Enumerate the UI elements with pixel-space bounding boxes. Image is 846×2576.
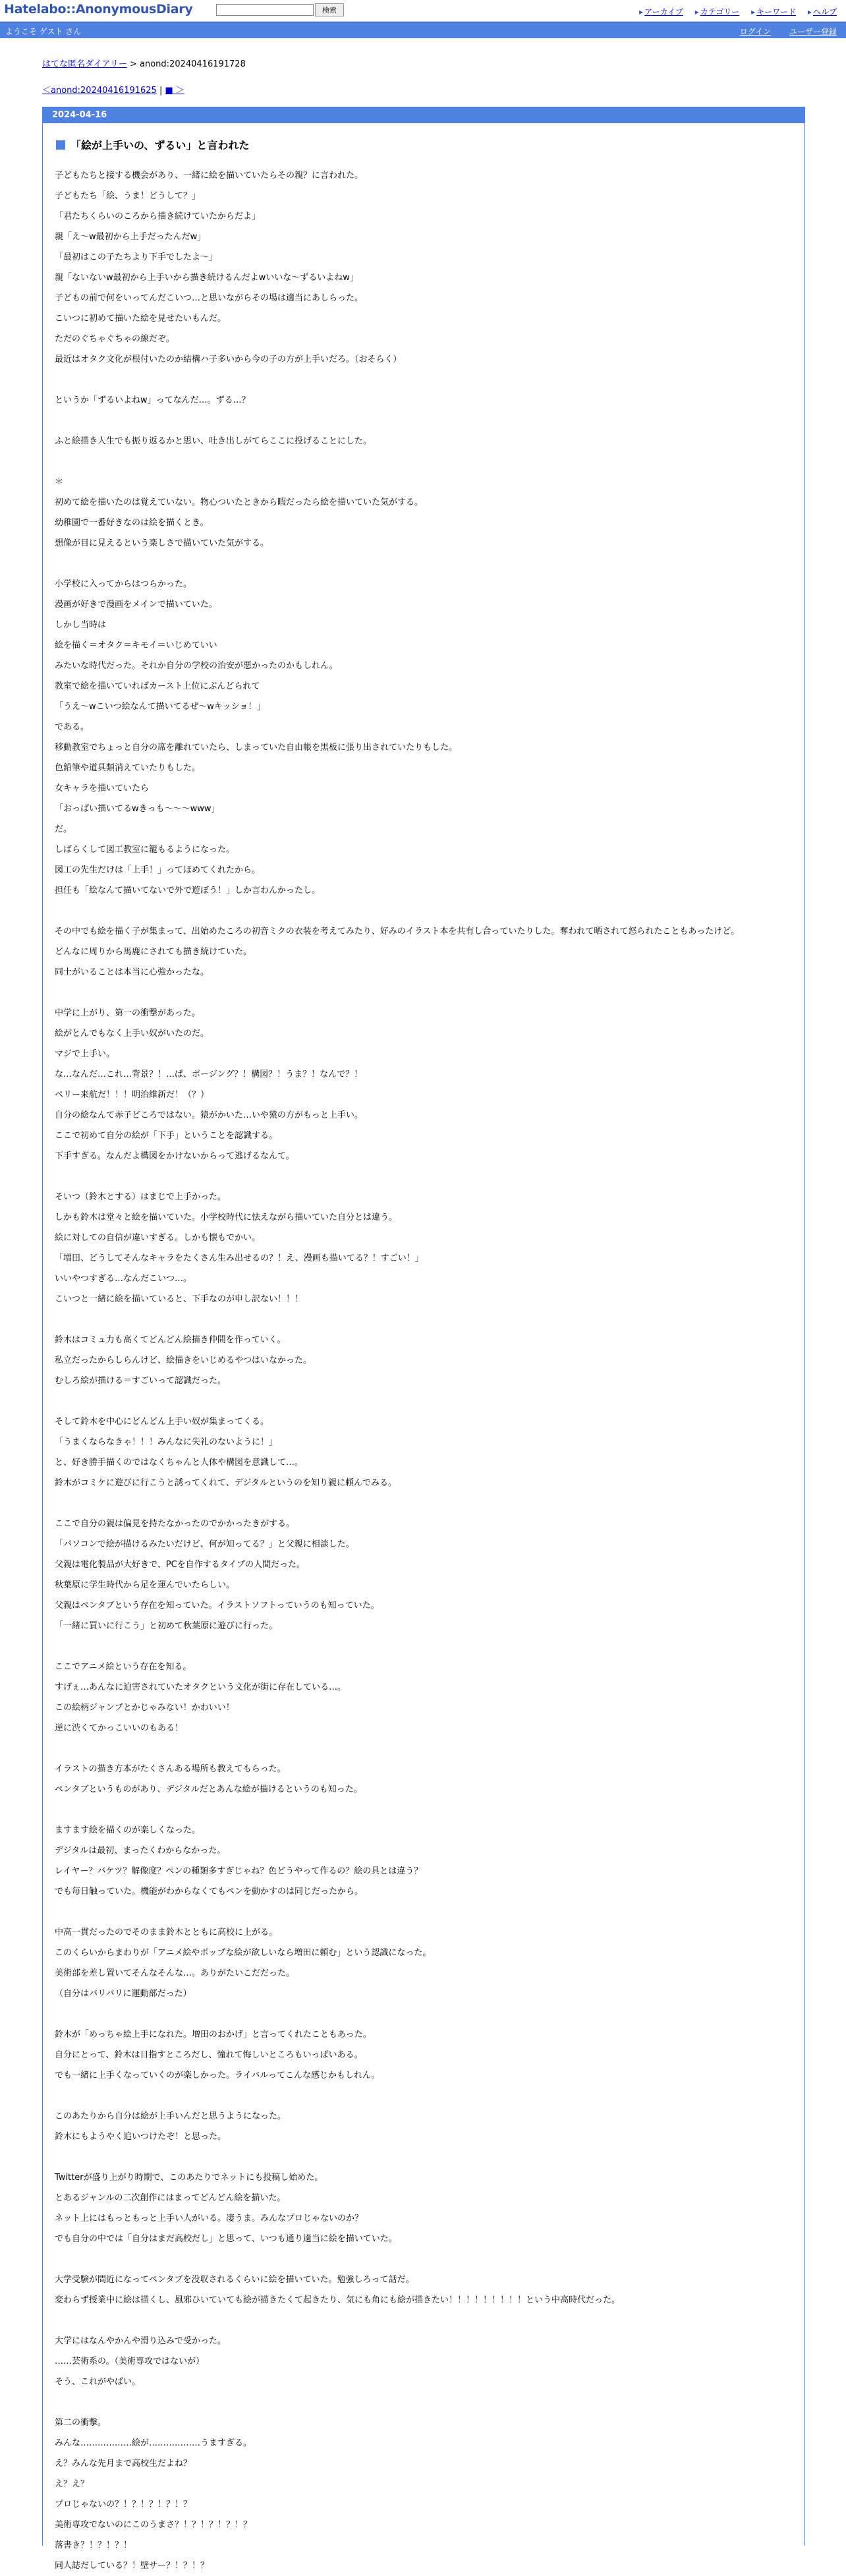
entry-line: ふと絵描き人生でも振り返るかと思い、吐き出しがてらここに投げることにした。: [55, 436, 372, 446]
entry-line: [55, 411, 793, 431]
entry-line: ペンタブというものがあり、デジタルだとあんな絵が描けるというのも知った。: [55, 1785, 362, 1794]
entry-line: 鈴木にもようやく追いつけたぞ！と思った。: [55, 2132, 227, 2142]
entry-line: ここで自分の親は偏見を持たなかったのでかかったきがする。: [55, 1519, 295, 1529]
entry-line: [55, 554, 793, 574]
entry-line: 子どもたちと接する機会があり、一緒に絵を描いていたらその親？に言われた。: [55, 171, 364, 181]
entry-pager: [42, 83, 184, 96]
entry-line: 私立だったからしらんけど、絵描きをいじめるやつはいなかった。: [55, 1356, 312, 1365]
entry-line: 「一緒に買いに行こう」と初めて秋葉原に遊びに行った。: [55, 1621, 278, 1631]
entry-line: マジで上手い。: [55, 1049, 115, 1059]
entry-line: [55, 1738, 793, 1759]
entry-line: 鈴木がコミケに遊びに行こうと誘ってくれて、デジタルというのを知り親に頼んでみる。: [55, 1478, 397, 1488]
entry-line: このくらいからまわりが「アニメ絵やポップな絵が欲しいなら増田に頼む」という認識になった。: [55, 1948, 432, 1958]
entry-line: 第二の衝撃。: [55, 2418, 107, 2428]
entry-line: [55, 1166, 793, 1187]
entry-line: [55, 2249, 793, 2270]
entry-line: 「増田、どうしてそんなキャラをたくさん生み出せるの？！え、漫画も描いてる？！すごい！」: [55, 1253, 424, 1263]
nav-help-link[interactable]: ▸ ヘルプ: [808, 7, 837, 16]
entry-line: このあたりから自分は絵が上手いんだと思うようになった。: [55, 2111, 287, 2121]
entry-line: すげぇ…あんなに迫害されていたオタクという文化が街に存在している…。: [55, 1682, 347, 1692]
entry-line: 教室で絵を描いていればカースト上位にぶんどられて: [55, 681, 260, 691]
entry-line: [55, 983, 793, 1003]
entry-line: である。: [55, 722, 90, 732]
diary-entry: [42, 107, 805, 2571]
entry-line: ネット上にはもっともっと上手い人がいる。凄うま。みんなプロじゃないのか？: [55, 2214, 364, 2223]
entry-line: （自分はバリバリに運動部だった）: [55, 1989, 192, 1999]
entry-line: [55, 1493, 793, 1514]
entry-line: 小学校に入ってからはつらかった。: [55, 579, 192, 589]
entry-line: 美術専攻でないのにこのうまさ？！？！？！？！？: [55, 2520, 252, 2530]
entry-line: ここで初めて自分の絵が「下手」ということを認識する。: [55, 1131, 278, 1141]
entry-line: 父親は電化製品が大好きで、PCを自作するタイプの人間だった。: [55, 1560, 306, 1570]
entry-line: しばらくして図工教室に籠もるようになった。: [55, 845, 235, 855]
entry-line: [55, 2147, 793, 2167]
entry-line: 絵がとんでもなく上手い奴がいたのだ。: [55, 1029, 210, 1039]
pager-separator: |: [156, 86, 165, 96]
entry-line: イラストの描き方本がたくさんある場所も教えてもらった。: [55, 1764, 286, 1774]
entry-line: デジタルは最初、まったくわからなかった。: [55, 1846, 226, 1856]
entry-line: 大学にはなんやかんや滑り込みで受かった。: [55, 2336, 227, 2346]
entry-line: ＊: [55, 477, 64, 487]
entry-line: [55, 1391, 793, 1412]
entry-line: 中学に上がり、第一の衝撃があった。: [55, 1008, 200, 1018]
entry-line: 図工の先生だけは「上手！」ってほめてくれたから。: [55, 865, 261, 875]
entry-line: 同人誌だしている？！壁サー？！？！？: [55, 2561, 210, 2571]
nav-archive-link[interactable]: ▸ アーカイブ: [639, 7, 683, 16]
entry-line: レイヤー？バケツ？解像度？ペンの種類多すぎじゃね？色どうやって作るの？絵の具とは違う？: [55, 1866, 423, 1876]
entry-line: 鈴木が「めっちゃ絵上手になれた。増田のおかげ」と言ってくれたこともあった。: [55, 2030, 372, 2040]
entry-title-link[interactable]: 「絵が上手いの、ずるい」と言われた: [70, 139, 250, 152]
entry-line: この絵柄ジャンプとかじゃみない！かわいい！: [55, 1703, 235, 1713]
entry-line: ペリー来航だ！！！明治維新だ！（？）: [55, 1090, 210, 1100]
entry-line: みたいな時代だった。それか自分の学校の治安が悪かったのかもしれん。: [55, 661, 338, 671]
entry-line: ……芸術系の。（美術専攻ではないが）: [55, 2357, 204, 2366]
entry-line: [55, 451, 793, 472]
entry-line: 中高一貫だったのでそのまま鈴木とともに高校に上がる。: [55, 1928, 278, 1937]
search-button[interactable]: 検索: [315, 3, 344, 16]
entry-line: 自分の絵なんて赤子どころではない。猿がかいた…いや猿の方がもっと上手い。: [55, 1110, 363, 1120]
entry-line: 子どもの前で何をいってんだこいつ…と思いながらその場は適当にあしらった。: [55, 293, 364, 303]
entry-line: いいやつすぎる…なんだこいつ…。: [55, 1274, 192, 1284]
entry-line: [55, 2004, 793, 2024]
entry-line: 「君たちくらいのころから描き続けていたからだよ」: [55, 212, 261, 221]
user-nav: [724, 26, 837, 37]
top-nav: [630, 6, 837, 17]
entry-line: 色鉛筆や道具類消えていたりもした。: [55, 763, 201, 773]
nav-keyword-link[interactable]: ▸ キーワード: [751, 7, 796, 16]
entry-line: な…なんだ…これ…背景？！…ぱ、ポージング？！構図？！うま？！なんで？！: [55, 1070, 363, 1079]
entry-line: [55, 2392, 793, 2413]
entry-line: [55, 2310, 793, 2331]
entry-line: 初めて絵を描いたのは覚えていない。物心ついたときから暇だったら絵を描いていた気がする。: [55, 498, 424, 507]
breadcrumb-home-link[interactable]: はてな匿名ダイアリー: [42, 59, 127, 69]
breadcrumb-separator: >: [127, 59, 140, 69]
entry-line: そう、これがやばい。: [55, 2377, 141, 2387]
site-logo[interactable]: Hatelabo::AnonymousDiary: [4, 2, 193, 16]
entry-line: 自分にとって、鈴木は目指すところだし、憧れて悔しいところもいっぱいある。: [55, 2050, 363, 2060]
entry-line: そいつ（鈴木とする）はまじで上手かった。: [55, 1192, 227, 1202]
register-link[interactable]: ユーザー登録: [789, 27, 837, 36]
entry-line: [55, 1800, 793, 1820]
entry-line: 父親はペンタブという存在を知っていた。イラストソフトっていうのも知っていた。: [55, 1601, 380, 1611]
entry-line: でも一緒に上手くなっていくのが楽しかった。ライバルってこんな感じかもしれん。: [55, 2071, 380, 2080]
entry-line: 幼稚園で一番好きなのは絵を描くとき。: [55, 518, 209, 528]
entry-line: こいつに初めて描いた絵を見せたいもんだ。: [55, 314, 227, 324]
entry-line: [55, 1902, 793, 1922]
entry-line: しかも鈴木は堂々と絵を描いていた。小学校時代に怯えながら描いていた自分とは違う。: [55, 1213, 398, 1222]
entry-line: 親「ないないw最初から上手いから描き続けるんだよwいいな〜ずるいよねw」: [55, 273, 358, 283]
entry-line: 鈴木はコミュ力も高くてどんどん絵描き仲間を作っていく。: [55, 1335, 286, 1345]
title-square-icon: [56, 140, 65, 150]
entry-line: 最近はオタク文化が根付いたのか結構ハ子多いから今の子の方が上手いだろ。（おそらく）: [55, 355, 402, 364]
user-bar: [0, 22, 846, 38]
entry-line: [55, 1309, 793, 1330]
entry-line: 変わらず授業中に絵は描くし、風邪ひいていても絵が描きたくて起きたり、気にも角にも絵が描きたい！！！！！！！！！という中高時代だった。: [55, 2295, 621, 2305]
entry-body: [55, 165, 793, 2576]
prev-entry-link[interactable]: ＜anond:20240416191625: [42, 86, 157, 96]
entry-line: というか「ずるいよねw」ってなんだ…。ずる…？: [55, 395, 250, 405]
entry-line: 落書き？！？！？！: [55, 2540, 132, 2550]
entry-line: プロじゃないの？！？！？！？！？: [55, 2500, 192, 2509]
login-link[interactable]: ログイン: [739, 27, 772, 36]
breadcrumb-current: anond:20240416191728: [140, 59, 246, 69]
next-entry-link[interactable]: ＞: [173, 86, 184, 96]
entry-date: 2024-04-16: [43, 107, 804, 123]
entry-line: みんな………………絵が………………うますぎる。: [55, 2438, 252, 2448]
entry-line: しかし当時は: [55, 620, 107, 630]
entry-line: 子どもたち「絵、うま！どうして？」: [55, 191, 201, 201]
entry-line: 親「え〜w最初から上手だったんだw」: [55, 232, 206, 242]
entry-line: 大学受験が間近になってペンタブを没収されるくらいに絵を描いていた。勉強しろって話だ。: [55, 2275, 414, 2285]
entry-line: 「パソコンで絵が描けるみたいだけど、何が知ってる？」と父親に相談した。: [55, 1539, 354, 1549]
entry-line: 漫画が好きで漫画をメインで描いていた。: [55, 600, 217, 610]
welcome-text: ようこそ ゲスト さん: [5, 27, 82, 36]
entry-line: 下手すぎる。なんだよ構図をかけないからって逃げるなんて。: [55, 1151, 295, 1161]
entry-line: 女キャラを描いていたら: [55, 784, 150, 793]
entry-line: 「うまくならなきゃ！！！みんなに失礼のないように！」: [55, 1437, 278, 1447]
top-bar: [0, 0, 846, 22]
entry-line: ただのぐちゃぐちゃの線だぞ。: [55, 334, 175, 344]
entry-line: 絵に対しての自信が違いすぎる。しかも懐もでかい。: [55, 1233, 261, 1243]
entry-line: ますます絵を描くのが楽しくなった。: [55, 1825, 201, 1835]
entry-line: でも毎日触っていた。機能がわからなくてもペンを動かすのは同じだったから。: [55, 1887, 364, 1897]
breadcrumb: [42, 57, 246, 69]
entry-line: Twitterが盛り上がり時期で、このあたりでネットにも投稿し始めた。: [55, 2173, 324, 2183]
entry-line: 担任も「絵なんて描いてないで外で遊ぼう！」しか言わんかったし。: [55, 886, 321, 896]
entry-line: [55, 370, 793, 390]
entry-line: 想像が目に見えるという楽しさで描いていた気がする。: [55, 538, 269, 548]
entry-line: でも自分の中では「自分はまだ高校だし」と思って、いつも通り適当に絵を描いていた。: [55, 2234, 397, 2244]
entry-line: 同士がいることは本当に心強かったな。: [55, 967, 210, 977]
entry-line: とあるジャンルの二次創作にはまってどんどん絵を描いた。: [55, 2193, 286, 2203]
entry-line: だ。: [55, 824, 72, 834]
entry-line: どんなに周りから馬鹿にされても描き続けていた。: [55, 947, 252, 957]
index-link[interactable]: ■: [165, 86, 173, 96]
entry-line: 秋葉原に学生時代から足を運んでいたらしい。: [55, 1580, 235, 1590]
entry-line: 「最初はこの子たちより下手でしたよ〜」: [55, 252, 218, 262]
entry-line: そして鈴木を中心にどんどん上手い奴が集まってくる。: [55, 1417, 269, 1427]
search-input[interactable]: [216, 4, 314, 16]
entry-line: [55, 1636, 793, 1657]
entry-line: 「おっぱい描いてるwきっも〜〜〜www」: [55, 804, 220, 814]
entry-line: 逆に渋くてかっこいいのもある！: [55, 1723, 184, 1733]
nav-category-link[interactable]: ▸ カテゴリー: [695, 7, 740, 16]
entry-line: 美術部を差し置いてそんなそんな…。ありがたいこだだった。: [55, 1968, 295, 1978]
entry-line: [55, 901, 793, 921]
entry-title: [56, 138, 804, 154]
entry-line: 「うえ〜wこいつ絵なんて描いてるぜ〜wキッショ！」: [55, 702, 266, 712]
entry-line: こいつと一緒に絵を描いていると、下手なのが申し訳ない！！！: [55, 1294, 304, 1304]
entry-line: ここでアニメ絵という存在を知る。: [55, 1662, 192, 1672]
entry-line: その中でも絵を描く子が集まって、出始めたころの初音ミクの衣装を考えてみたり、好みのイラスト本を共有し合っていたりした。奪われて晒されて怒られたこともあったけど。: [55, 927, 740, 936]
entry-line: 絵を描く＝オタク＝キモイ＝いじめていい: [55, 641, 217, 650]
entry-line: え？え？: [55, 2479, 90, 2489]
entry-line: 移動教室でちょっと自分の席を離れていたら、しまっていた自由帳を黒板に張り出されていたりもした。: [55, 743, 458, 753]
entry-line: と、好き勝手描くのではなくちゃんと人体や構図を意識して…。: [55, 1458, 304, 1468]
entry-line: むしろ絵が描ける＝すごいって認識だった。: [55, 1376, 227, 1386]
entry-line: [55, 2086, 793, 2106]
entry-line: え？みんな先月まで高校生だよね？: [55, 2459, 192, 2469]
